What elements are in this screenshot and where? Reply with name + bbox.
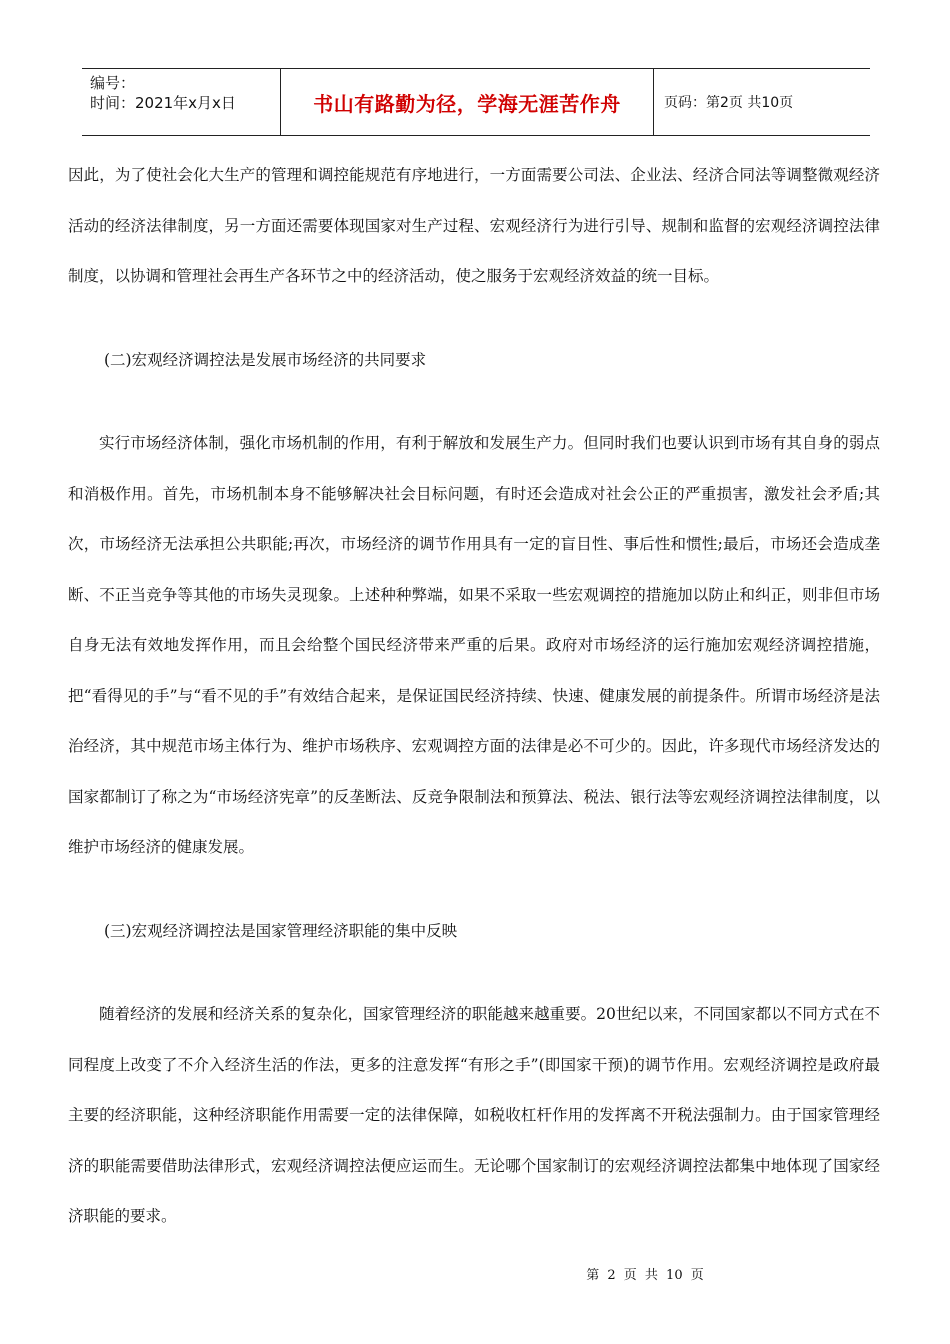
number-label: 编号：: [90, 74, 136, 92]
page-footer: 第 2 页 共 10 页: [586, 1268, 704, 1283]
section-heading-3: (三)宏观经济调控法是国家管理经济职能的集中反映: [104, 921, 458, 940]
header-motto: 书山有路勤为径，学海无涯苦作舟: [281, 69, 654, 135]
spacer: [68, 302, 880, 335]
spacer: [68, 956, 880, 989]
paragraph-3: 随着经济的发展和经济关系的复杂化，国家管理经济的职能越来越重要。20世纪以来，不同国家都以不同方式在不同程度上改变了不介入经济生活的作法，更多的注意发挥“有形之手”(即国家干预)的调节作用。宏观经济调控是政府最主要的经济职能，这种经济职能作用需要一定的法律保障，如税收杠杆作用的发挥离不开税法强制力。由于国家管理经济的职能需要借助法律形式，宏观经济调控法便应运而生。无论哪个国家制订的宏观经济调控法都集中地体现了国家经济职能的要求。: [68, 1005, 880, 1225]
header-meta-cell: [82, 69, 281, 135]
paragraph-1: 因此，为了使社会化大生产的管理和调控能规范有序地进行，一方面需要公司法、企业法、经济合同法等调整微观经济活动的经济法律制度，另一方面还需要体现国家对生产过程、宏观经济行为进行引导、规制和监督的宏观经济调控法律制度，以协调和管理社会再生产各环节之中的经济活动，使之服务于宏观经济效益的统一目标。: [68, 166, 880, 285]
header-page-info: 页码：第2页 共10页: [664, 95, 794, 111]
document-header: [82, 68, 870, 136]
section-heading-2: (二)宏观经济调控法是发展市场经济的共同要求: [104, 350, 427, 369]
document-body: [68, 150, 880, 1242]
spacer: [68, 385, 880, 418]
date-label: 时间：2021年x月x日: [90, 94, 236, 112]
paragraph-2: 实行市场经济体制，强化市场机制的作用，有利于解放和发展生产力。但同时我们也要认识到市场有其自身的弱点和消极作用。首先，市场机制本身不能够解决社会目标问题，有时还会造成对社会公正的严重损害，激发社会矛盾;其次，市场经济无法承担公共职能;再次，市场经济的调节作用具有一定的盲目性、事后性和惯性;最后，市场还会造成垄断、不正当竞争等其他的市场失灵现象。上述种种弊端，如果不采取一些宏观调控的措施加以防止和纠正，则非但市场自身无法有效地发挥作用，而且会给整个国民经济带来严重的后果。政府对市场经济的运行施加宏观经济调控措施，把“看得见的手”与“看不见的手”有效结合起来，是保证国民经济持续、快速、健康发展的前提条件。所谓市场经济是法治经济，其中规范市场主体行为、维护市场秩序、宏观调控方面的法律是必不可少的。因此，许多现代市场经济发达的国家都制订了称之为“市场经济宪章”的反垄断法、反竞争限制法和预算法、税法、银行法等宏观经济调控法律制度，以维护市场经济的健康发展。: [68, 434, 880, 856]
spacer: [68, 873, 880, 906]
